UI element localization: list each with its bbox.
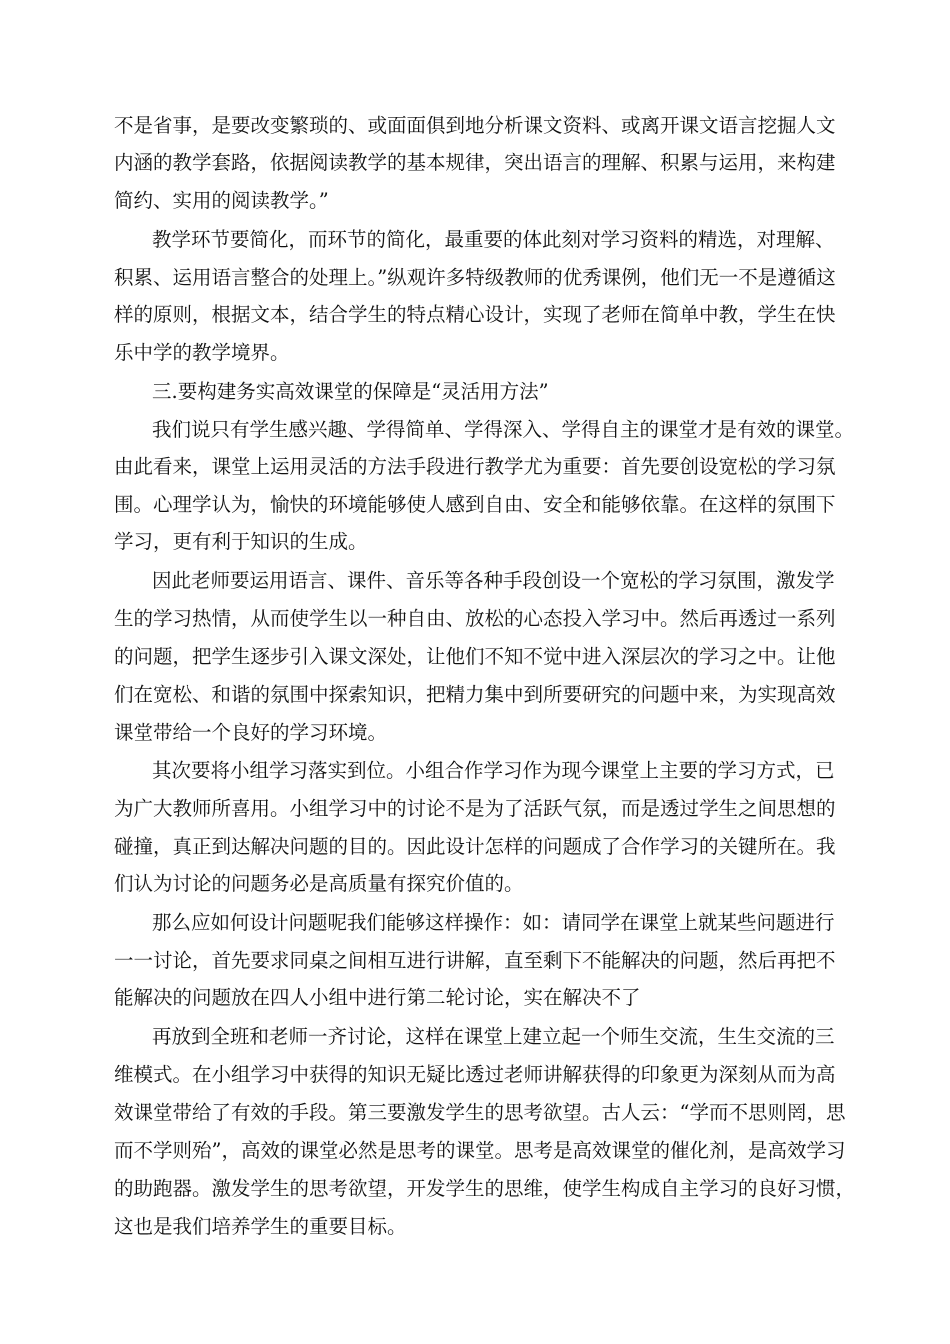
text-line: 这也是我们培养学生的重要目标。 — [114, 1215, 407, 1238]
section-heading: 三.要构建务实高效课堂的保障是“灵活用方法” — [152, 380, 549, 403]
text-line: 由此看来，课堂上运用灵活的方法手段进行教学尤为重要：首先要创设宽松的学习氛 — [114, 455, 836, 478]
text-line: 一一讨论，首先要求同桌之间相互进行讲解，直至剩下不能解决的问题，然后再把不 — [114, 949, 836, 972]
text-line: 因此老师要运用语言、课件、音乐等各种手段创设一个宽松的学习氛围，激发学 — [152, 569, 835, 592]
text-line: 再放到全班和老师一齐讨论，这样在课堂上建立起一个师生交流，生生交流的三 — [152, 1025, 835, 1048]
text-line: 的助跑器。激发学生的思考欲望，开发学生的思维，使学生构成自主学习的良好习惯， — [114, 1177, 856, 1200]
text-line: 内涵的教学套路，依据阅读教学的基本规律，突出语言的理解、积累与运用，来构建 — [114, 151, 836, 174]
text-line: 生的学习热情，从而使学生以一种自由、放松的心态投入学习中。然后再透过一系列 — [114, 607, 836, 630]
text-line: 能解决的问题放在四人小组中进行第二轮讨论，实在解决不了 — [114, 986, 641, 1009]
text-line: 教学环节要简化，而环节的简化，最重要的体此刻对学习资料的精选，对理解、 — [152, 228, 835, 251]
text-line: 课堂带给一个良好的学习环境。 — [114, 721, 388, 744]
text-line: 维模式。在小组学习中获得的知识无疑比透过老师讲解获得的印象更为深刻从而为高 — [114, 1063, 836, 1086]
text-line: 不是省事，是要改变繁琐的、或面面俱到地分析课文资料、或离开课文语言挖掘人文 — [114, 114, 836, 137]
text-line: 我们说只有学生感兴趣、学得简单、学得深入、学得自主的课堂才是有效的课堂。 — [152, 418, 855, 441]
text-line: 效课堂带给了有效的手段。第三要激发学生的思考欲望。古人云：“学而不思则罔，思 — [114, 1101, 846, 1124]
text-line: 为广大教师所喜用。小组学习中的讨论不是为了活跃气氛，而是透过学生之间思想的 — [114, 797, 836, 820]
text-line: 乐中学的教学境界。 — [114, 341, 290, 364]
text-line: 们认为讨论的问题务必是高质量有探究价值的。 — [114, 872, 524, 895]
text-line: 们在宽松、和谐的氛围中探索知识，把精力集中到所要研究的问题中来，为实现高效 — [114, 683, 836, 706]
text-line: 那么应如何设计问题呢我们能够这样操作：如：请同学在课堂上就某些问题进行 — [152, 911, 835, 934]
text-line: 的问题，把学生逐步引入课文深处，让他们不知不觉中进入深层次的学习之中。让他 — [114, 645, 836, 668]
text-line: 样的原则，根据文本，结合学生的特点精心设计，实现了老师在简单中教，学生在快 — [114, 303, 836, 326]
text-line: 学习，更有利于知识的生成。 — [114, 530, 368, 553]
text-line: 围。心理学认为，愉快的环境能够使人感到自由、安全和能够依靠。在这样的氛围下 — [114, 493, 836, 516]
text-line: 碰撞，真正到达解决问题的目的。因此设计怎样的问题成了合作学习的关键所在。我 — [114, 835, 836, 858]
text-line: 简约、实用的阅读教学。” — [114, 189, 329, 212]
text-line: 而不学则殆”，高效的课堂必然是思考的课堂。思考是高效课堂的催化剂，是高效学习 — [114, 1139, 846, 1162]
text-line: 其次要将小组学习落实到位。小组合作学习作为现今课堂上主要的学习方式，已 — [152, 759, 835, 782]
text-line: 积累、运用语言整合的处理上。”纵观许多特级教师的优秀课例，他们无一不是遵循这 — [114, 266, 836, 289]
